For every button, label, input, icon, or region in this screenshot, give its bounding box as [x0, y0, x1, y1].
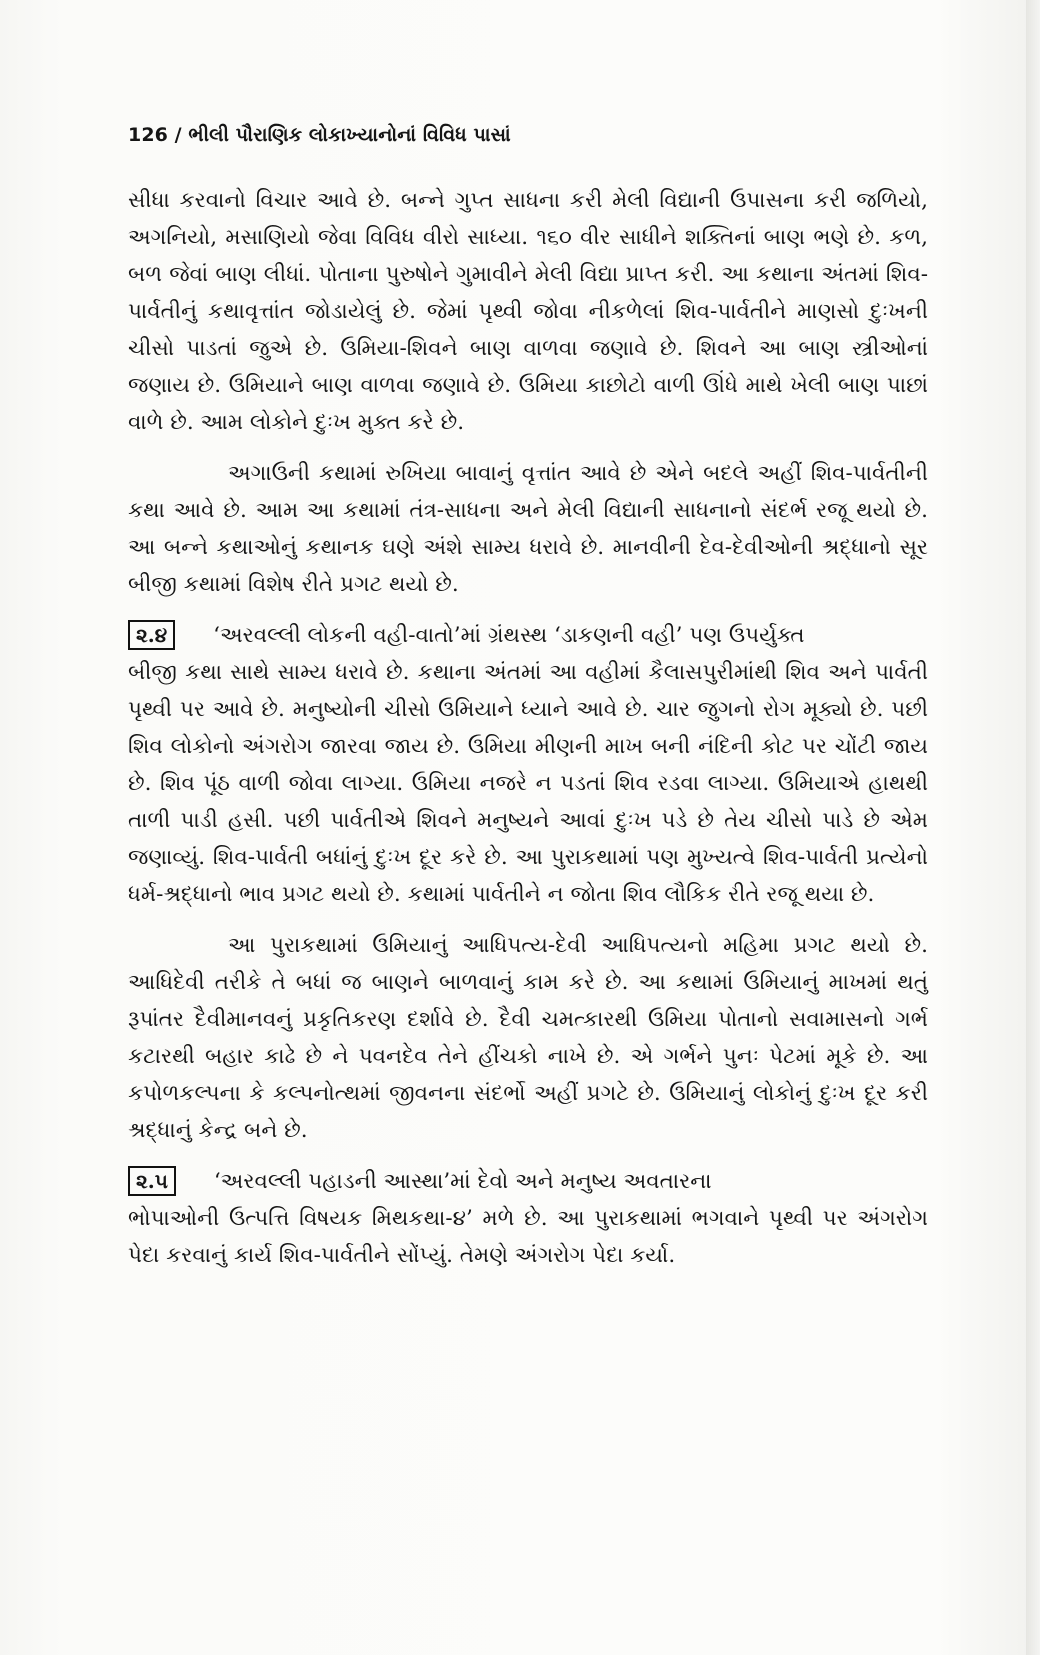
- section-2-4-text: બીજી કથા સાથે સામ્ય ધરાવે છે. કથાના અંતમાં આ વહીમાં કૈલાસપુરીમાંથી શિવ અને પાર્વતી પૃથ્વી પર આવે છે. મનુષ્યોની ચીસો ઉમિયાને ધ્યાને આવે છે. ચાર જુગનો રોગ મૂક્યો છે. પછી શિવ લોકોનો અંગરોગ જારવા જાય છે. ઉમિયા મીણની માખ બની નંદિની કોટ પર ચોંટી જાય છે. શિવ પૂંઠ વાળી જોવા લાગ્યા. ઉમિયા નજરે ન પડતાં શિવ રડવા લાગ્યા. ઉમિયાએ હાથથી તાળી પાડી હસી. પછી પાર્વતીએ શિવને મનુષ્યને આવાં દુઃખ પડે છે તેય ચીસો પાડે છે એમ જણાવ્યું. શિવ-પાર્વતી બધાંનું દુઃખ દૂર કરે છે. આ પુરાકથામાં પણ મુખ્યત્વે શિવ-પાર્વતી પ્રત્યેનો ધર્મ-શ્રદ્ધાનો ભાવ પ્રગટ થયો છે. કથામાં પાર્વતીને ન જોતા શિવ લૌકિક રીતે રજૂ થયા છે.: [128, 660, 928, 907]
- section-2-5: [128, 1163, 928, 1200]
- paragraph-1: સીધા કરવાનો વિચાર આવે છે. બન્ને ગુપ્ત સાધના કરી મેલી વિદ્યાની ઉપાસના કરી જળિયો, અગનિયો, મસાણિયો જેવા વિવિધ વીરો સાધ્યા. ૧૬૦ વીર સાધીને શક્તિનાં બાણ ભણે છે. કળ, બળ જેવાં બાણ લીધાં. પોતાના પુરુષોને ગુમાવીને મેલી વિદ્યા પ્રાપ્ત કરી. આ કથાના અંતમાં શિવ-પાર્વતીનું કથાવૃત્તાંત જોડાયેલું છે. જેમાં પૃથ્વી જોવા નીકળેલાં શિવ-પાર્વતીને માણસો દુઃખની ચીસો પાડતાં જુએ છે. ઉમિયા-શિવને બાણ વાળવા જણાવે છે. શિવને આ બાણ સ્ત્રીઓનાં જણાય છે. ઉમિયાને બાણ વાળવા જણાવે છે. ઉમિયા કાછોટો વાળી ઊંધે માથે ખેલી બાણ પાછાં વાળે છે. આમ લોકોને દુઃખ મુક્ત કરે છે.: [128, 188, 928, 435]
- running-header: 126 / ભીલી પૌરાણિક લોકાખ્યાનોનાં વિવિધ પાસાં: [128, 124, 511, 146]
- page-edge: [1026, 0, 1040, 1655]
- paragraph-4: આ પુરાકથામાં ઉમિયાનું આધિપત્ય-દેવી આધિપત્યનો મહિમા પ્રગટ થયો છે. આધિદેવી તરીકે તે બધાં જ બાણને બાળવાનું કામ કરે છે. આ કથામાં ઉમિયાનું માખમાં થતું રૂપાંતર દૈવીમાનવનું પ્રકૃતિકરણ દર્શાવે છે. દૈવી ચમત્કારથી ઉમિયા પોતાનો સવામાસનો ગર્ભ કટારથી બહાર કાઢે છે ને પવનદેવ તેને હીંચકો નાખે છે. એ ગર્ભને પુનઃ પેટમાં મૂકે છે. આ કપોળકલ્પના કે કલ્પનોત્થમાં જીવનના સંદર્ભો અહીં પ્રગટે છે. ઉમિયાનું લોકોનું દુઃખ દૂર કરી શ્રદ્ધાનું કેન્દ્ર બને છે.: [128, 933, 928, 1143]
- section-number-box: ૨.૪: [128, 620, 175, 650]
- section-first-line: ‘અરવલ્લી લોકની વહી-વાતો’માં ગ્રંથસ્થ ‘ડાકણની વહી’ પણ ઉપર્યુક્ત: [213, 623, 805, 648]
- section-number-box: ૨.૫: [128, 1166, 176, 1196]
- section-2-4: [128, 617, 928, 654]
- paragraph-2: અગાઉની કથામાં રુખિયા બાવાનું વૃત્તાંત આવે છે એને બદલે અહીં શિવ-પાર્વતીની કથા આવે છે. આમ આ કથામાં તંત્ર-સાધના અને મેલી વિદ્યાની સાધનાનો સંદર્ભ રજૂ થયો છે. આ બન્ને કથાઓનું કથાનક ઘણે અંશે સામ્ય ધરાવે છે. માનવીની દેવ-દેવીઓની શ્રદ્ધાનો સૂર બીજી કથામાં વિશેષ રીતે પ્રગટ થયો છે.: [128, 461, 928, 597]
- section-2-5-text: ભોપાઓની ઉત્પત્તિ વિષયક મિથકથા-૪’ મળે છે. આ પુરાકથામાં ભગવાને પૃથ્વી પર અંગરોગ પેદા કરવાનું કાર્ય શિવ-પાર્વતીને સોંપ્યું. તેમણે અંગરોગ પેદા કર્યા.: [128, 1206, 928, 1268]
- section-first-line: ‘અરવલ્લી પહાડની આસ્થા’માં દેવો અને મનુષ્ય અવતારના: [213, 1169, 712, 1194]
- body-text: [128, 182, 928, 1274]
